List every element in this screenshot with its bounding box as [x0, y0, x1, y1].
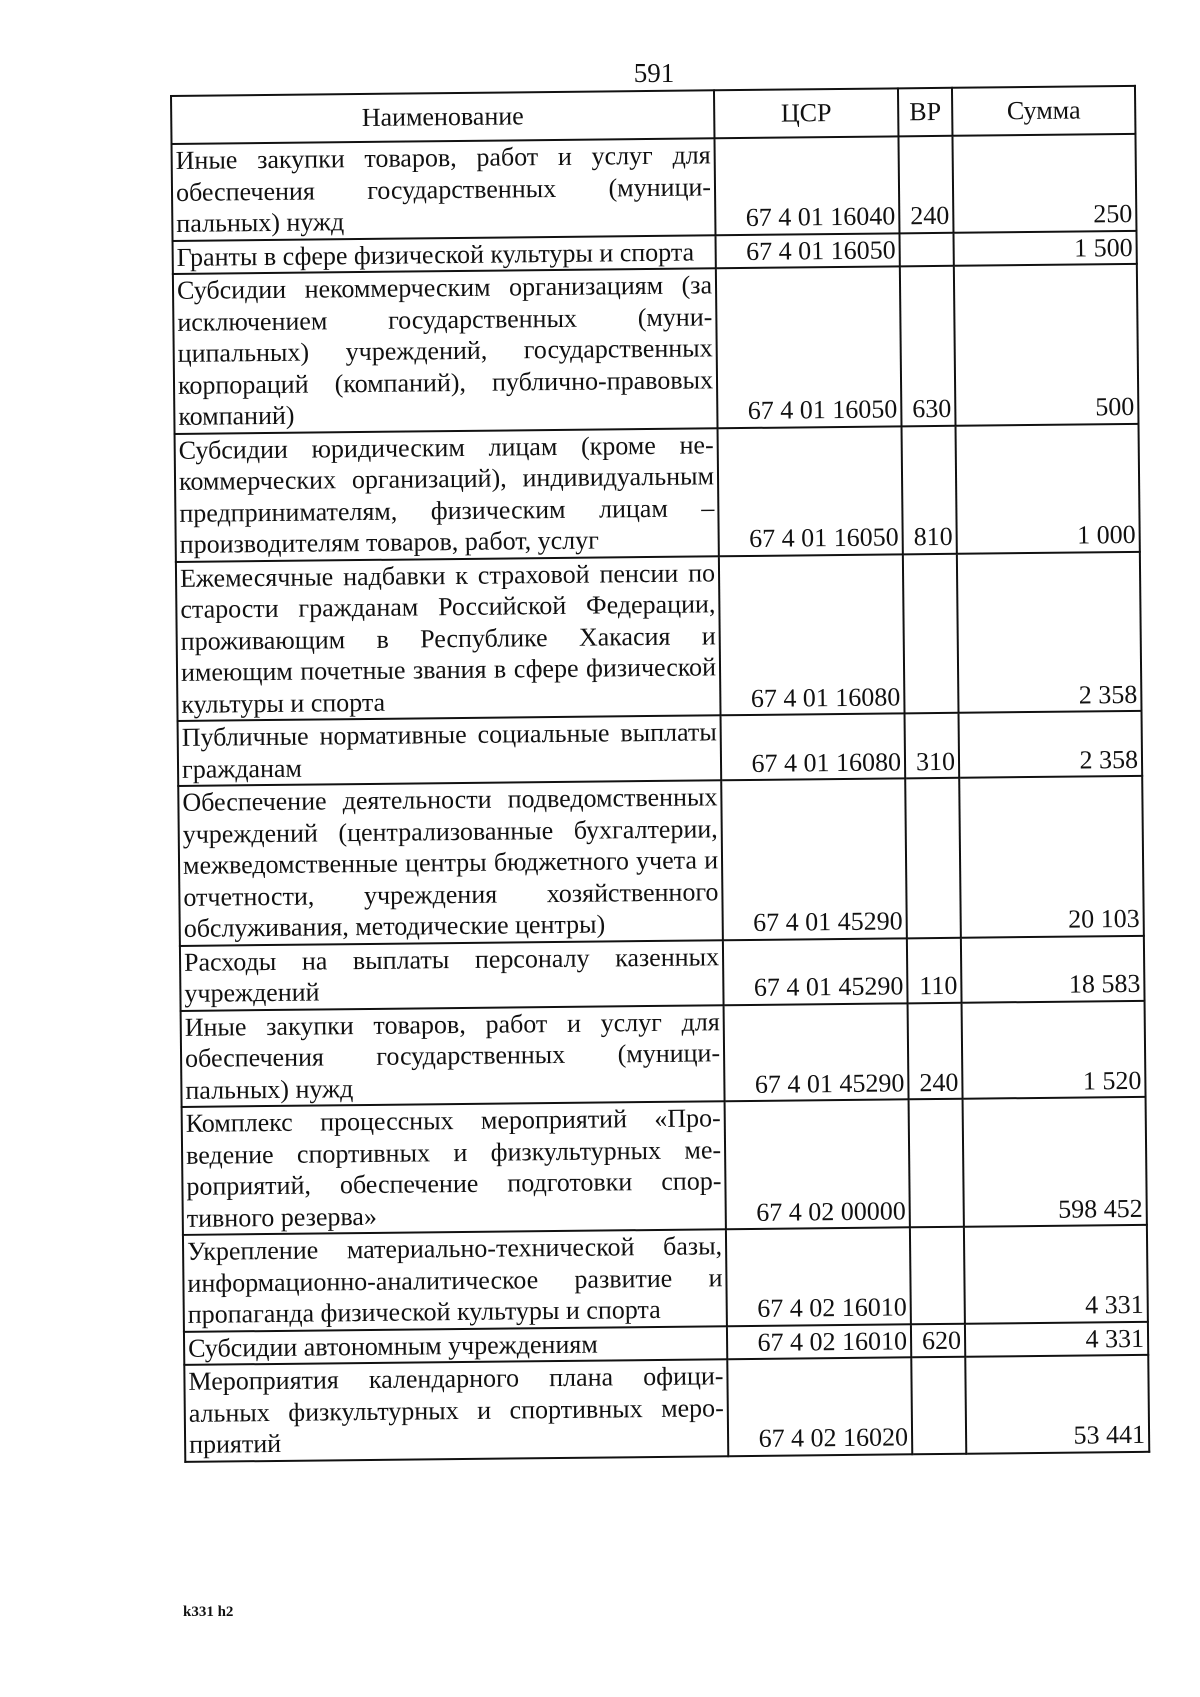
row-name: Субсидии автономным учреждениям [184, 1326, 727, 1365]
table-row [175, 423, 1140, 561]
table-row [176, 551, 1142, 721]
row-vr [903, 553, 959, 713]
row-name: Субсидии юридическим лицам (кроме некоммерческих организаций), индивидуальным предпринимателям, физическим лицам – производителям товаров, работ, услуг [175, 428, 719, 562]
row-vr [899, 232, 953, 266]
table-row [172, 134, 1137, 241]
row-vr: 240 [898, 136, 953, 233]
row-name: Субсидии некоммерческим организациям (за исключением государственных (муниципальных) учреждений, государственных корпораций (компаний), публично-правовых компаний) [173, 268, 718, 433]
header-sum: Сумма [952, 86, 1135, 136]
row-sum: 18 583 [961, 935, 1145, 1002]
row-csr: 67 4 01 16040 [714, 136, 899, 234]
row-sum: 20 103 [959, 776, 1144, 937]
row-csr: 67 4 01 45290 [723, 938, 908, 1005]
row-csr: 67 4 01 16080 [719, 554, 905, 715]
row-name: Гранты в сфере физической культуры и спорта [173, 235, 716, 274]
row-vr [909, 1099, 964, 1228]
row-csr: 67 4 02 16020 [727, 1357, 912, 1455]
table-row [178, 776, 1144, 946]
row-name: Мероприятия календарного плана официальных физкультурных и спортивных мероприятий [184, 1359, 728, 1461]
row-name: Комплекс процессных мероприятий «Проведение спортивных и физкультурных мероприятий, обеспечение подготовки спортивного резерва» [182, 1101, 726, 1235]
row-name: Иные закупки товаров, работ и услуг для обеспечения государственных (муниципальных) нужд [181, 1005, 725, 1107]
row-sum: 1 500 [953, 230, 1136, 265]
row-name: Публичные нормативные социальные выплаты гражданам [178, 715, 722, 786]
row-csr: 67 4 02 16010 [726, 1227, 911, 1325]
table-row [183, 1225, 1148, 1332]
row-csr: 67 4 01 16050 [715, 233, 899, 268]
row-csr: 67 4 02 16010 [727, 1324, 911, 1359]
row-vr [911, 1357, 966, 1454]
table-row [181, 1000, 1146, 1107]
row-vr [910, 1227, 965, 1324]
table-row [184, 1355, 1149, 1462]
row-sum: 1 000 [956, 423, 1140, 553]
row-sum: 598 452 [963, 1097, 1147, 1227]
row-vr: 310 [905, 713, 960, 779]
row-sum: 4 331 [965, 1321, 1148, 1356]
row-csr: 67 4 02 00000 [725, 1099, 910, 1229]
row-csr: 67 4 01 16080 [721, 713, 906, 780]
header-name: Наименование [171, 90, 714, 144]
row-vr: 630 [900, 266, 956, 426]
row-name: Ежемесячные надбавки к страховой пенсии по старости гражданам Российской Федерации, проживающим в Республике Хакасия и имеющим почетные звания в сфере физической культуры и спорта [176, 556, 721, 721]
row-sum: 2 358 [957, 551, 1142, 712]
row-sum: 4 331 [964, 1225, 1148, 1323]
row-sum: 53 441 [965, 1355, 1149, 1453]
row-vr: 620 [911, 1323, 965, 1357]
table-row [180, 935, 1145, 1010]
row-csr: 67 4 01 45290 [724, 1003, 909, 1101]
table-row [178, 711, 1143, 786]
row-name: Обеспечение деятельности подведомственных учреждений (централизованные бухгалтерии, межведомственные центры бюджетного учета и отчетности, учреждения хозяйственного обслуживания, методические центры) [178, 780, 723, 945]
row-vr [905, 778, 961, 938]
row-vr: 110 [907, 937, 962, 1003]
header-csr: ЦСР [714, 88, 898, 138]
row-vr: 810 [902, 425, 957, 554]
row-sum: 250 [952, 134, 1136, 232]
table-row [173, 264, 1139, 434]
row-sum: 500 [954, 264, 1139, 425]
page-number: 591 [633, 58, 675, 88]
row-csr: 67 4 01 16050 [718, 426, 903, 556]
row-sum: 2 358 [959, 711, 1143, 778]
row-name: Укрепление материально-технической базы, информационно-аналитическое развитие и пропаганда физической культуры и спорта [183, 1229, 727, 1331]
row-name: Расходы на выплаты персоналу казенных учреждений [180, 940, 724, 1011]
row-sum: 1 520 [962, 1000, 1146, 1098]
budget-table [170, 85, 1150, 1463]
row-csr: 67 4 01 45290 [721, 778, 907, 939]
row-csr: 67 4 01 16050 [716, 266, 902, 427]
footer-code: k331 h2 [183, 1604, 234, 1620]
row-name: Иные закупки товаров, работ и услуг для обеспечения государственных (муниципальных) нужд [172, 138, 716, 240]
row-vr: 240 [908, 1002, 963, 1099]
table-row [182, 1097, 1147, 1235]
header-vr: ВР [898, 88, 952, 137]
